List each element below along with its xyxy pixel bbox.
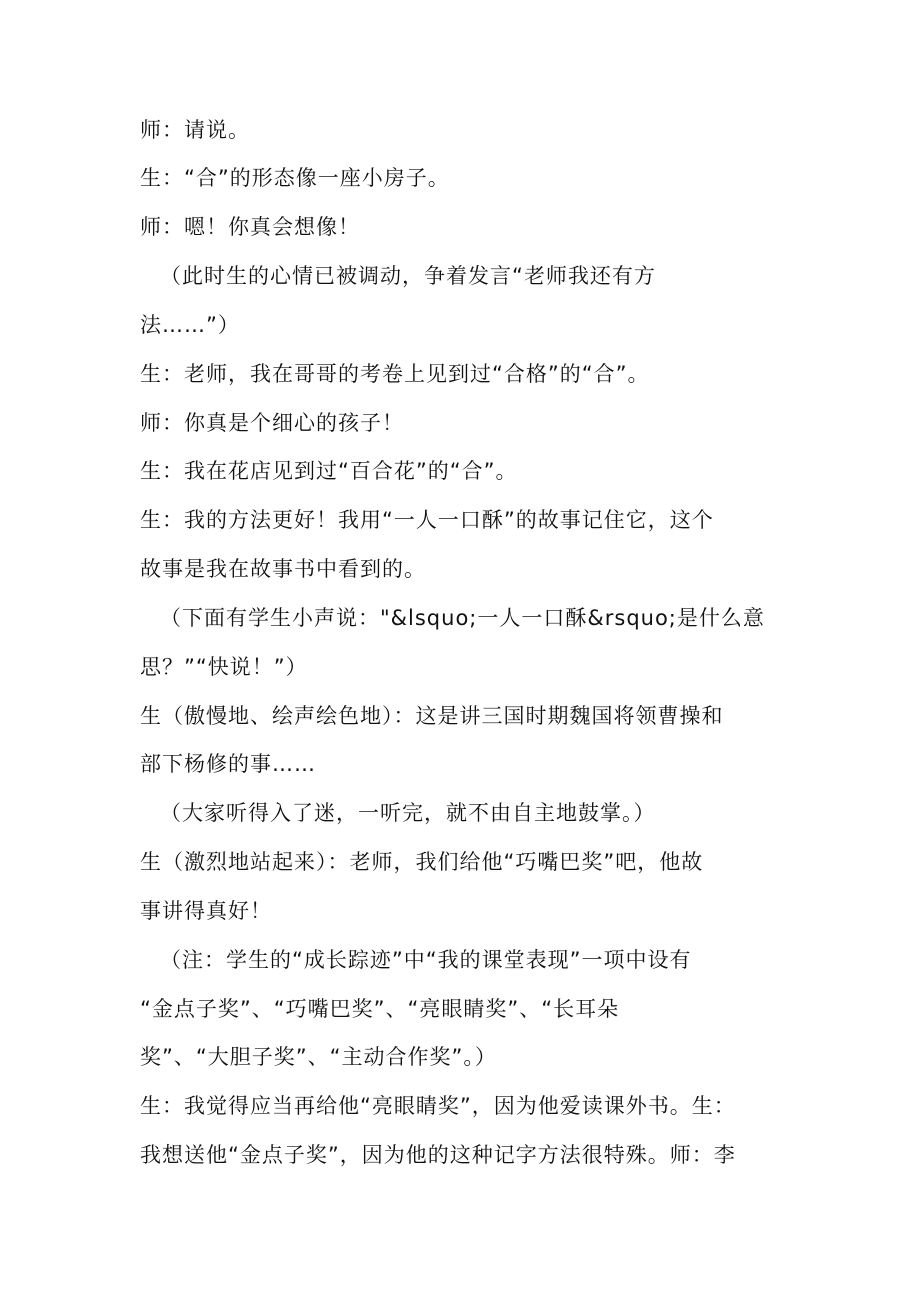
- text-line: （此时生的心情已被调动，争着发言“老师我还有方: [160, 264, 656, 288]
- text-line: （注：学生的“成长踪迹”中“我的课堂表现”一项中设有: [160, 948, 692, 972]
- text-line: 生：我的方法更好！我用“一人一口酥”的故事记住它，这个: [140, 508, 714, 532]
- text-line: 生（傲慢地、绘声绘色地）：这是讲三国时期魏国将领曹操和: [140, 704, 724, 728]
- text-line: 生：老师，我在哥哥的考卷上见到过“合格”的“合”。: [140, 362, 650, 386]
- text-line: 生：我在花店见到过“百合花”的“合”。: [140, 459, 518, 483]
- text-line: 事讲得真好！: [140, 899, 272, 923]
- text-line: 部下杨修的事……: [140, 752, 316, 776]
- text-line: 生：我觉得应当再给他“亮眼睛奖”，因为他爱读课外书。生：: [140, 1094, 736, 1118]
- text-line: 师：嗯！你真会想像！: [140, 215, 360, 239]
- text-line: （大家听得入了迷，一听完，就不由自主地鼓掌。）: [160, 801, 656, 825]
- text-line: 我想送他“金点子奖”，因为他的这种记字方法很特殊。师：李: [140, 1143, 736, 1167]
- text-line: 思？”“快说！”）: [140, 655, 308, 679]
- text-line: 生：“合”的形态像一座小房子。: [140, 166, 450, 190]
- text-line: 师：请说。: [140, 118, 250, 142]
- text-line: 奖”、“大胆子奖”、“主动合作奖”。）: [140, 1045, 497, 1069]
- text-line: 生（激烈地站起来）：老师，我们给他“巧嘴巴奖”吧，他故: [140, 850, 704, 874]
- text-line: “金点子奖”、“巧嘴巴奖”、“亮眼睛奖”、“长耳朵: [140, 997, 620, 1021]
- text-line: （下面有学生小声说："&lsquo;一人一口酥&rsquo;是什么意: [160, 606, 765, 630]
- text-line: 师：你真是个细心的孩子！: [140, 411, 404, 435]
- text-line: 故事是我在故事书中看到的。: [140, 557, 426, 581]
- text-line: 法……”）: [140, 313, 240, 337]
